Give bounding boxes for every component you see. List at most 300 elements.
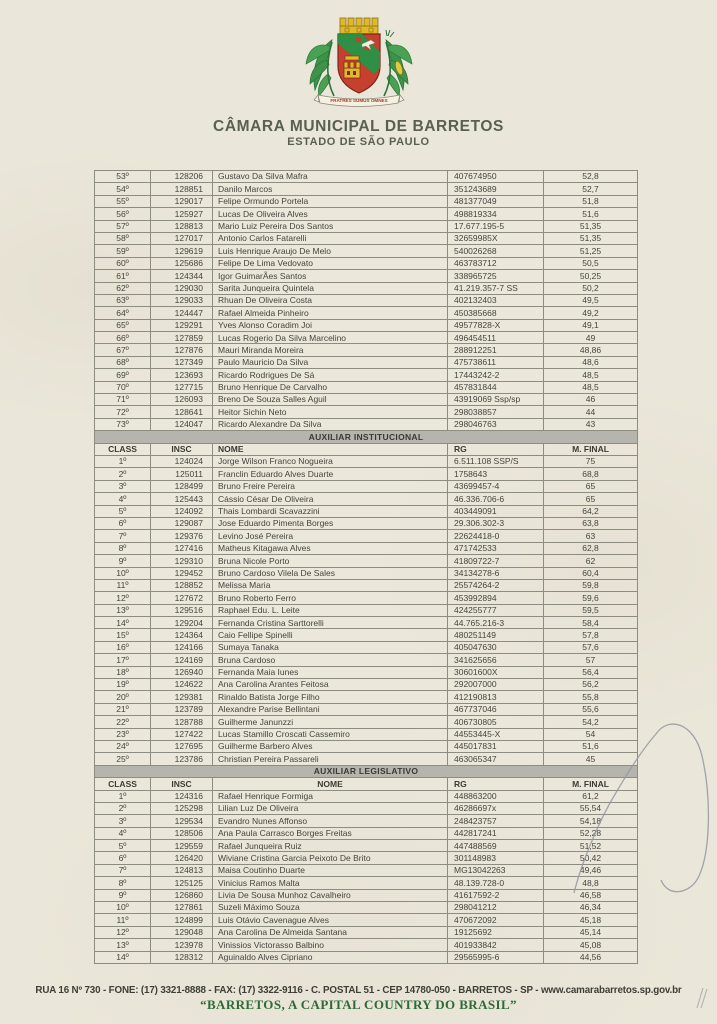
- table-row: [95, 282, 638, 294]
- nome-cell: Matheus Kitagawa Alves: [213, 542, 448, 554]
- rg-cell: 496454511: [448, 332, 544, 344]
- table-row: [95, 827, 638, 839]
- final-cell: 49,46: [544, 864, 638, 876]
- crest-left-foliage: [306, 40, 334, 96]
- final-cell: 56,2: [544, 679, 638, 691]
- rg-cell: 540026268: [448, 245, 544, 257]
- insc-cell: 123978: [151, 939, 213, 951]
- insc-cell: 129030: [151, 282, 213, 294]
- rg-cell: 292007000: [448, 679, 544, 691]
- final-cell: 65: [544, 493, 638, 505]
- rg-cell: 453992894: [448, 592, 544, 604]
- final-cell: 50,5: [544, 257, 638, 269]
- rg-cell: 338965725: [448, 270, 544, 282]
- insc-cell: 129291: [151, 319, 213, 331]
- nome-cell: Danilo Marcos: [213, 183, 448, 195]
- rg-cell: 498819334: [448, 208, 544, 220]
- class-cell: 65º: [95, 319, 151, 331]
- nome-cell: Fernanda Maia Iunes: [213, 666, 448, 678]
- final-cell: 45,08: [544, 939, 638, 951]
- table-row: [95, 617, 638, 629]
- insc-cell: 129087: [151, 517, 213, 529]
- table-row: [95, 344, 638, 356]
- nome-cell: Antonio Carlos Fatarelli: [213, 232, 448, 244]
- class-cell: 3º: [95, 480, 151, 492]
- insc-cell: 124166: [151, 641, 213, 653]
- insc-cell: 127672: [151, 592, 213, 604]
- rg-cell: 401933842: [448, 939, 544, 951]
- class-cell: 56º: [95, 208, 151, 220]
- rg-cell: 44.765.216-3: [448, 617, 544, 629]
- rg-cell: 298038857: [448, 406, 544, 418]
- class-cell: 11º: [95, 914, 151, 926]
- final-cell: 49,2: [544, 307, 638, 319]
- column-header-rg-cell: RG: [448, 443, 544, 455]
- table-row: [95, 889, 638, 901]
- table-row: [95, 294, 638, 306]
- class-cell: 4º: [95, 493, 151, 505]
- final-cell: 51,35: [544, 232, 638, 244]
- final-cell: 52,7: [544, 183, 638, 195]
- rg-cell: 17.677.195-5: [448, 220, 544, 232]
- table-row: [95, 505, 638, 517]
- crest-castle: [344, 56, 360, 78]
- nome-cell: Rafael Almeida Pinheiro: [213, 307, 448, 319]
- insc-cell: 129033: [151, 294, 213, 306]
- class-cell: 66º: [95, 332, 151, 344]
- table-row: [95, 815, 638, 827]
- class-cell: 57º: [95, 220, 151, 232]
- final-cell: 65: [544, 480, 638, 492]
- class-cell: 70º: [95, 381, 151, 393]
- final-cell: 60,4: [544, 567, 638, 579]
- insc-cell: 128788: [151, 716, 213, 728]
- table-row: [95, 852, 638, 864]
- column-header-class-cell: CLASS: [95, 778, 151, 790]
- class-cell: 61º: [95, 270, 151, 282]
- final-cell: 57,6: [544, 641, 638, 653]
- final-cell: 54,2: [544, 716, 638, 728]
- class-cell: 12º: [95, 592, 151, 604]
- table-row: [95, 270, 638, 282]
- column-header-nome-cell: NOME: [213, 778, 448, 790]
- table-row: [95, 926, 638, 938]
- rg-cell: 457831844: [448, 381, 544, 393]
- class-cell: 59º: [95, 245, 151, 257]
- nome-cell: Livia De Sousa Munhoz Cavalheiro: [213, 889, 448, 901]
- class-cell: 69º: [95, 369, 151, 381]
- nome-cell: Caio Fellipe Spinelli: [213, 629, 448, 641]
- nome-cell: Yves Alonso Coradim Joi: [213, 319, 448, 331]
- class-cell: 64º: [95, 307, 151, 319]
- nome-cell: Rafael Henrique Formiga: [213, 790, 448, 802]
- final-cell: 45,14: [544, 926, 638, 938]
- final-cell: 55,54: [544, 802, 638, 814]
- insc-cell: 129048: [151, 926, 213, 938]
- insc-cell: 127695: [151, 740, 213, 752]
- rg-cell: 298041212: [448, 902, 544, 914]
- rg-cell: 48.139.728-0: [448, 877, 544, 889]
- footer-address: RUA 16 Nº 730 - FONE: (17) 3321-8888 - FAX: (17) 3322-9116 - C. POSTAL 51 - CEP 14780-050 - BARRETOS - SP - www.camarabarretos.sp.gov.br: [35, 985, 682, 996]
- rg-cell: 447488569: [448, 840, 544, 852]
- final-cell: 48,5: [544, 369, 638, 381]
- column-header-final-cell: M. FINAL: [544, 443, 638, 455]
- final-cell: 44: [544, 406, 638, 418]
- class-cell: 73º: [95, 418, 151, 430]
- final-cell: 45: [544, 753, 638, 765]
- class-cell: 2º: [95, 802, 151, 814]
- barretos-coat-of-arms-icon: [298, 10, 420, 112]
- final-cell: 50,25: [544, 270, 638, 282]
- results-table: [94, 170, 638, 964]
- insc-cell: 128813: [151, 220, 213, 232]
- insc-cell: 124899: [151, 914, 213, 926]
- insc-cell: 124364: [151, 629, 213, 641]
- insc-cell: 129452: [151, 567, 213, 579]
- nome-cell: Bruno Roberto Ferro: [213, 592, 448, 604]
- class-cell: 15º: [95, 629, 151, 641]
- nome-cell: Bruno Cardoso Vilela De Sales: [213, 567, 448, 579]
- insc-cell: 128206: [151, 171, 213, 183]
- final-cell: 51,6: [544, 208, 638, 220]
- insc-cell: 124169: [151, 654, 213, 666]
- class-cell: 17º: [95, 654, 151, 666]
- insc-cell: 124316: [151, 790, 213, 802]
- nome-cell: Lucas Stamillo Croscati Cassemiro: [213, 728, 448, 740]
- final-cell: 51,25: [544, 245, 638, 257]
- nome-cell: Thais Lombardi Scavazzini: [213, 505, 448, 517]
- rg-cell: 351243689: [448, 183, 544, 195]
- table-row: [95, 641, 638, 653]
- final-cell: 55,6: [544, 703, 638, 715]
- insc-cell: 128499: [151, 480, 213, 492]
- nome-cell: Alexandre Parise Bellintani: [213, 703, 448, 715]
- class-cell: 71º: [95, 394, 151, 406]
- class-cell: 8º: [95, 542, 151, 554]
- nome-cell: Luis Otávio Cavenague Alves: [213, 914, 448, 926]
- table-row: [95, 604, 638, 616]
- insc-cell: 125011: [151, 468, 213, 480]
- nome-cell: Bruno Henrique De Carvalho: [213, 381, 448, 393]
- final-cell: 52,8: [544, 171, 638, 183]
- insc-cell: 128641: [151, 406, 213, 418]
- table-row: [95, 245, 638, 257]
- insc-cell: 123786: [151, 753, 213, 765]
- nome-cell: Gustavo Da Silva Mafra: [213, 171, 448, 183]
- nome-cell: Bruno Freire Pereira: [213, 480, 448, 492]
- table-row: [95, 691, 638, 703]
- final-cell: 63,8: [544, 517, 638, 529]
- insc-cell: 125443: [151, 493, 213, 505]
- nome-cell: Ana Paula Carrasco Borges Freitas: [213, 827, 448, 839]
- final-cell: 56,4: [544, 666, 638, 678]
- final-cell: 63: [544, 530, 638, 542]
- rg-cell: 448863200: [448, 790, 544, 802]
- final-cell: 46: [544, 394, 638, 406]
- nome-cell: Guilherme Barbero Alves: [213, 740, 448, 752]
- table-row: [95, 220, 638, 232]
- final-cell: 51,35: [544, 220, 638, 232]
- rg-cell: 43919069 Ssp/sp: [448, 394, 544, 406]
- nome-cell: Lilian Luz De Oliveira: [213, 802, 448, 814]
- insc-cell: 126420: [151, 852, 213, 864]
- rg-cell: 463783712: [448, 257, 544, 269]
- final-cell: 51,52: [544, 840, 638, 852]
- rg-cell: 29565995-6: [448, 951, 544, 963]
- nome-cell: Lucas Rogerio Da Silva Marcelino: [213, 332, 448, 344]
- insc-cell: 124024: [151, 455, 213, 467]
- class-cell: 4º: [95, 827, 151, 839]
- nome-cell: Maisa Coutinho Duarte: [213, 864, 448, 876]
- class-cell: 14º: [95, 951, 151, 963]
- final-cell: 52,28: [544, 827, 638, 839]
- final-cell: 54,18: [544, 815, 638, 827]
- crest-shield: [338, 34, 380, 93]
- class-cell: 11º: [95, 579, 151, 591]
- table-row: [95, 232, 638, 244]
- final-cell: 49,1: [544, 319, 638, 331]
- class-cell: 13º: [95, 939, 151, 951]
- table-row: [95, 716, 638, 728]
- nome-cell: Jose Eduardo Pimenta Borges: [213, 517, 448, 529]
- class-cell: 8º: [95, 877, 151, 889]
- footer-slogan: “BARRETOS, A CAPITAL COUNTRY DO BRASIL”: [200, 997, 517, 1012]
- rg-cell: 407674950: [448, 171, 544, 183]
- final-cell: 49,5: [544, 294, 638, 306]
- table-row: [95, 418, 638, 430]
- insc-cell: 125298: [151, 802, 213, 814]
- column-header-insc-cell: INSC: [151, 443, 213, 455]
- column-header-class-cell: CLASS: [95, 443, 151, 455]
- class-cell: 54º: [95, 183, 151, 195]
- nome-cell: Breno De Souza Salles Aguil: [213, 394, 448, 406]
- nome-cell: Levino José Pereira: [213, 530, 448, 542]
- class-cell: 25º: [95, 753, 151, 765]
- rg-cell: 44553445-X: [448, 728, 544, 740]
- table-row: [95, 579, 638, 591]
- class-cell: 5º: [95, 840, 151, 852]
- class-cell: 23º: [95, 728, 151, 740]
- class-cell: 9º: [95, 555, 151, 567]
- column-header-row: [95, 443, 638, 455]
- class-cell: 14º: [95, 617, 151, 629]
- class-cell: 1º: [95, 790, 151, 802]
- nome-cell: Suzeli Máximo Souza: [213, 902, 448, 914]
- nome-cell: Luis Henrique Araujo De Melo: [213, 245, 448, 257]
- insc-cell: 125927: [151, 208, 213, 220]
- final-cell: 57,8: [544, 629, 638, 641]
- nome-cell: Paulo Mauricio Da Silva: [213, 356, 448, 368]
- class-cell: 19º: [95, 679, 151, 691]
- rg-cell: 450385668: [448, 307, 544, 319]
- table-row: [95, 455, 638, 467]
- class-cell: 7º: [95, 864, 151, 876]
- table-row: [95, 319, 638, 331]
- nome-cell: Cássio César De Oliveira: [213, 493, 448, 505]
- table-row: [95, 703, 638, 715]
- nome-cell: Sarita Junqueira Quintela: [213, 282, 448, 294]
- class-cell: 55º: [95, 195, 151, 207]
- column-header-row: [95, 778, 638, 790]
- rg-cell: 30601600X: [448, 666, 544, 678]
- insc-cell: 125686: [151, 257, 213, 269]
- rg-cell: 43699457-4: [448, 480, 544, 492]
- rg-cell: 442817241: [448, 827, 544, 839]
- nome-cell: Felipe Ormundo Portela: [213, 195, 448, 207]
- rg-cell: 424255777: [448, 604, 544, 616]
- insc-cell: 127876: [151, 344, 213, 356]
- final-cell: 48,86: [544, 344, 638, 356]
- nome-cell: Fernanda Cristina Sarttorelli: [213, 617, 448, 629]
- insc-cell: 128852: [151, 579, 213, 591]
- rg-cell: 17443242-2: [448, 369, 544, 381]
- section-title-row: [95, 431, 638, 443]
- table-row: [95, 567, 638, 579]
- insc-cell: 129310: [151, 555, 213, 567]
- table-row: [95, 257, 638, 269]
- rg-cell: 41.219.357-7 SS: [448, 282, 544, 294]
- rg-cell: 475738611: [448, 356, 544, 368]
- final-cell: 59,5: [544, 604, 638, 616]
- nome-cell: Aguinaldo Alves Cipriano: [213, 951, 448, 963]
- insc-cell: 129559: [151, 840, 213, 852]
- rg-cell: 34134278-6: [448, 567, 544, 579]
- final-cell: 58,4: [544, 617, 638, 629]
- final-cell: 48,8: [544, 877, 638, 889]
- insc-cell: 127422: [151, 728, 213, 740]
- final-cell: 64,2: [544, 505, 638, 517]
- nome-cell: Melissa Maria: [213, 579, 448, 591]
- class-cell: 63º: [95, 294, 151, 306]
- nome-cell: Vinissios Victorasso Balbino: [213, 939, 448, 951]
- table-row: [95, 493, 638, 505]
- insc-cell: 129017: [151, 195, 213, 207]
- section-title: AUXILIAR LEGISLATIVO: [95, 765, 638, 777]
- nome-cell: Heitor Sichin Neto: [213, 406, 448, 418]
- class-cell: 9º: [95, 889, 151, 901]
- rg-cell: 470672092: [448, 914, 544, 926]
- final-cell: 55,8: [544, 691, 638, 703]
- final-cell: 59,6: [544, 592, 638, 604]
- table-row: [95, 517, 638, 529]
- nome-cell: Ricardo Rodrigues De Sá: [213, 369, 448, 381]
- table-row: [95, 332, 638, 344]
- rg-cell: 1758643: [448, 468, 544, 480]
- rg-cell: MG13042263: [448, 864, 544, 876]
- rg-cell: 403449091: [448, 505, 544, 517]
- final-cell: 50,2: [544, 282, 638, 294]
- insc-cell: 129376: [151, 530, 213, 542]
- class-cell: 72º: [95, 406, 151, 418]
- insc-cell: 126860: [151, 889, 213, 901]
- results-table-body: [95, 171, 638, 964]
- final-cell: 48,6: [544, 356, 638, 368]
- nome-cell: Sumaya Tanaka: [213, 641, 448, 653]
- table-row: [95, 555, 638, 567]
- class-cell: 21º: [95, 703, 151, 715]
- class-cell: 10º: [95, 902, 151, 914]
- insc-cell: 126093: [151, 394, 213, 406]
- crest-motto-text: FRATRES SUMUS OMNES: [330, 98, 388, 104]
- rg-cell: 301148983: [448, 852, 544, 864]
- final-cell: 48,5: [544, 381, 638, 393]
- table-row: [95, 406, 638, 418]
- table-row: [95, 939, 638, 951]
- table-row: [95, 802, 638, 814]
- class-cell: 6º: [95, 517, 151, 529]
- insc-cell: 124447: [151, 307, 213, 319]
- table-row: [95, 864, 638, 876]
- table-row: [95, 307, 638, 319]
- class-cell: 62º: [95, 282, 151, 294]
- table-row: [95, 468, 638, 480]
- table-row: [95, 195, 638, 207]
- class-cell: 12º: [95, 926, 151, 938]
- table-row: [95, 542, 638, 554]
- nome-cell: Ana Carolina Arantes Feitosa: [213, 679, 448, 691]
- nome-cell: Felipe De Lima Vedovato: [213, 257, 448, 269]
- insc-cell: 127861: [151, 902, 213, 914]
- rg-cell: 481377049: [448, 195, 544, 207]
- insc-cell: 125125: [151, 877, 213, 889]
- insc-cell: 129619: [151, 245, 213, 257]
- table-row: [95, 171, 638, 183]
- table-row: [95, 381, 638, 393]
- rg-cell: 32659985X: [448, 232, 544, 244]
- nome-cell: Franclin Eduardo Alves Duarte: [213, 468, 448, 480]
- table-row: [95, 877, 638, 889]
- insc-cell: 124047: [151, 418, 213, 430]
- insc-cell: 129204: [151, 617, 213, 629]
- section-title-row: [95, 765, 638, 777]
- rg-cell: 341625656: [448, 654, 544, 666]
- rg-cell: 406730805: [448, 716, 544, 728]
- rg-cell: 41809722-7: [448, 555, 544, 567]
- rg-cell: 405047630: [448, 641, 544, 653]
- class-cell: 20º: [95, 691, 151, 703]
- insc-cell: 127416: [151, 542, 213, 554]
- table-row: [95, 840, 638, 852]
- table-row: [95, 629, 638, 641]
- class-cell: 2º: [95, 468, 151, 480]
- rg-cell: 445017831: [448, 740, 544, 752]
- final-cell: 43: [544, 418, 638, 430]
- rg-cell: 22624418-0: [448, 530, 544, 542]
- final-cell: 54: [544, 728, 638, 740]
- final-cell: 61,2: [544, 790, 638, 802]
- insc-cell: 123693: [151, 369, 213, 381]
- rg-cell: 29.306.302-3: [448, 517, 544, 529]
- insc-cell: 129516: [151, 604, 213, 616]
- table-row: [95, 740, 638, 752]
- rg-cell: 471742533: [448, 542, 544, 554]
- final-cell: 68,8: [544, 468, 638, 480]
- class-cell: 1º: [95, 455, 151, 467]
- rg-cell: 46286697x: [448, 802, 544, 814]
- insc-cell: 123789: [151, 703, 213, 715]
- table-row: [95, 679, 638, 691]
- nome-cell: Vinicius Ramos Malta: [213, 877, 448, 889]
- insc-cell: 129381: [151, 691, 213, 703]
- nome-cell: Raphael Edu. L. Leite: [213, 604, 448, 616]
- class-cell: 16º: [95, 641, 151, 653]
- rg-cell: 480251149: [448, 629, 544, 641]
- final-cell: 45,18: [544, 914, 638, 926]
- crest-motto-banner: [314, 95, 404, 107]
- table-row: [95, 728, 638, 740]
- final-cell: 50,42: [544, 852, 638, 864]
- rg-cell: 248423757: [448, 815, 544, 827]
